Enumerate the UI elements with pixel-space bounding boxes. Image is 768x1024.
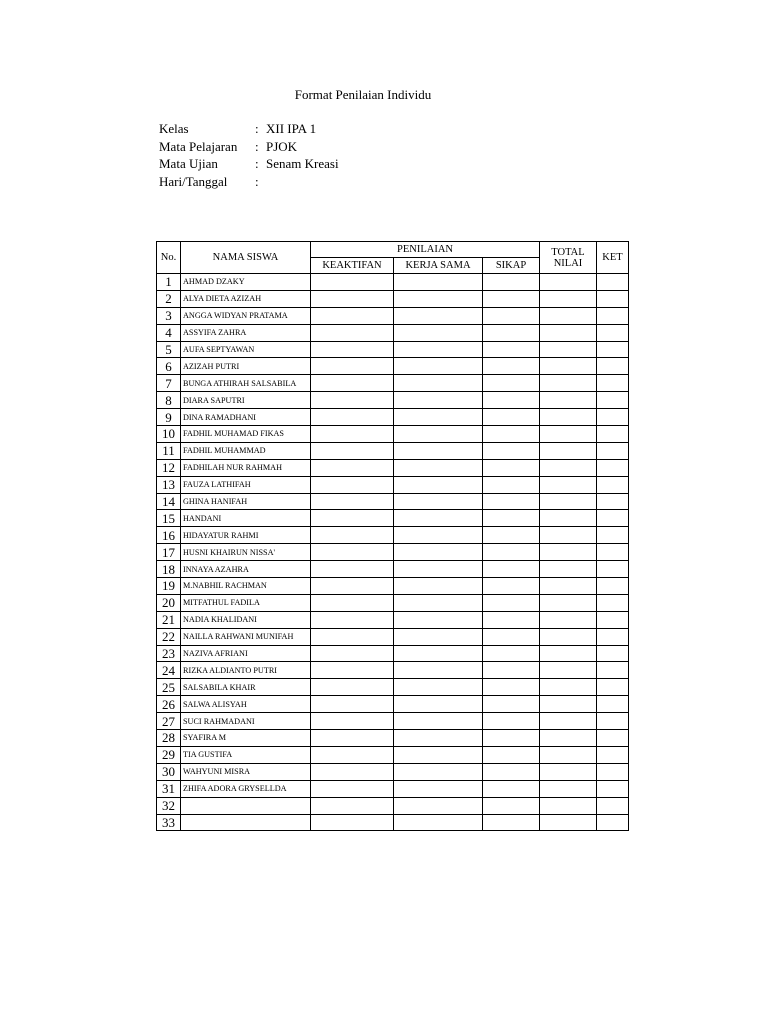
cell-total-nilai bbox=[540, 459, 597, 476]
table-row bbox=[157, 746, 629, 763]
row-number: 23 bbox=[157, 645, 181, 662]
info-row-hari-tanggal bbox=[159, 173, 339, 191]
student-name: NAILLA RAHWANI MUNIFAH bbox=[181, 628, 311, 645]
cell-sikap bbox=[483, 493, 540, 510]
cell-kerja-sama bbox=[394, 763, 483, 780]
cell-kerja-sama bbox=[394, 274, 483, 291]
student-name: NAZIVA AFRIANI bbox=[181, 645, 311, 662]
cell-kerja-sama bbox=[394, 358, 483, 375]
table-row bbox=[157, 561, 629, 578]
info-label: Hari/Tanggal bbox=[159, 173, 228, 189]
cell-keaktifan bbox=[311, 628, 394, 645]
table-row bbox=[157, 797, 629, 814]
cell-ket bbox=[597, 274, 629, 291]
cell-keaktifan bbox=[311, 763, 394, 780]
cell-keaktifan bbox=[311, 442, 394, 459]
cell-total-nilai bbox=[540, 730, 597, 747]
cell-total-nilai bbox=[540, 324, 597, 341]
student-name: FADHIL MUHAMMAD bbox=[181, 442, 311, 459]
row-number: 30 bbox=[157, 763, 181, 780]
cell-total-nilai bbox=[540, 578, 597, 595]
student-name: INNAYA AZAHRA bbox=[181, 561, 311, 578]
cell-keaktifan bbox=[311, 696, 394, 713]
form-title: Format Penilaian Individu bbox=[294, 87, 432, 102]
student-name: WAHYUNI MISRA bbox=[181, 763, 311, 780]
table-row bbox=[157, 274, 629, 291]
cell-total-nilai bbox=[540, 392, 597, 409]
cell-sikap bbox=[483, 780, 540, 797]
table-row bbox=[157, 578, 629, 595]
header-total-line1: TOTAL bbox=[551, 246, 585, 258]
cell-sikap bbox=[483, 662, 540, 679]
student-name: SALSABILA KHAIR bbox=[181, 679, 311, 696]
cell-kerja-sama bbox=[394, 324, 483, 341]
table-row bbox=[157, 611, 629, 628]
cell-ket bbox=[597, 290, 629, 307]
student-name: GHINA HANIFAH bbox=[181, 493, 311, 510]
cell-ket bbox=[597, 611, 629, 628]
header-penilaian: PENILAIAN bbox=[311, 242, 540, 258]
row-number: 3 bbox=[157, 307, 181, 324]
cell-keaktifan bbox=[311, 493, 394, 510]
table-row bbox=[157, 358, 629, 375]
cell-ket bbox=[597, 578, 629, 595]
cell-total-nilai bbox=[540, 713, 597, 730]
cell-ket bbox=[597, 696, 629, 713]
cell-keaktifan bbox=[311, 797, 394, 814]
info-block bbox=[159, 120, 339, 190]
table-row bbox=[157, 442, 629, 459]
row-number: 31 bbox=[157, 780, 181, 797]
cell-total-nilai bbox=[540, 628, 597, 645]
row-number: 32 bbox=[157, 797, 181, 814]
table-row bbox=[157, 730, 629, 747]
row-number: 10 bbox=[157, 426, 181, 443]
cell-total-nilai bbox=[540, 493, 597, 510]
cell-sikap bbox=[483, 527, 540, 544]
cell-kerja-sama bbox=[394, 797, 483, 814]
row-number: 24 bbox=[157, 662, 181, 679]
row-number: 19 bbox=[157, 578, 181, 595]
cell-total-nilai bbox=[540, 780, 597, 797]
cell-kerja-sama bbox=[394, 392, 483, 409]
table-row bbox=[157, 527, 629, 544]
table-row bbox=[157, 696, 629, 713]
cell-ket bbox=[597, 358, 629, 375]
cell-sikap bbox=[483, 544, 540, 561]
row-number: 18 bbox=[157, 561, 181, 578]
table-row bbox=[157, 628, 629, 645]
cell-kerja-sama bbox=[394, 426, 483, 443]
cell-total-nilai bbox=[540, 307, 597, 324]
cell-sikap bbox=[483, 696, 540, 713]
cell-sikap bbox=[483, 730, 540, 747]
cell-total-nilai bbox=[540, 442, 597, 459]
cell-total-nilai bbox=[540, 645, 597, 662]
cell-keaktifan bbox=[311, 662, 394, 679]
cell-total-nilai bbox=[540, 594, 597, 611]
table-row bbox=[157, 679, 629, 696]
cell-total-nilai bbox=[540, 426, 597, 443]
cell-ket bbox=[597, 510, 629, 527]
table-row bbox=[157, 324, 629, 341]
cell-kerja-sama bbox=[394, 628, 483, 645]
cell-kerja-sama bbox=[394, 459, 483, 476]
table-row bbox=[157, 392, 629, 409]
row-number: 21 bbox=[157, 611, 181, 628]
cell-kerja-sama bbox=[394, 290, 483, 307]
cell-total-nilai bbox=[540, 814, 597, 831]
cell-keaktifan bbox=[311, 375, 394, 392]
row-number: 29 bbox=[157, 746, 181, 763]
cell-sikap bbox=[483, 645, 540, 662]
row-number: 14 bbox=[157, 493, 181, 510]
table-row bbox=[157, 290, 629, 307]
cell-sikap bbox=[483, 510, 540, 527]
cell-kerja-sama bbox=[394, 730, 483, 747]
student-name: M.NABHIL RACHMAN bbox=[181, 578, 311, 595]
table-row bbox=[157, 544, 629, 561]
header-kerja-sama: KERJA SAMA bbox=[394, 258, 483, 274]
cell-keaktifan bbox=[311, 814, 394, 831]
row-number: 27 bbox=[157, 713, 181, 730]
cell-total-nilai bbox=[540, 375, 597, 392]
cell-total-nilai bbox=[540, 358, 597, 375]
cell-sikap bbox=[483, 594, 540, 611]
info-label: Mata Ujian bbox=[159, 156, 218, 171]
cell-keaktifan bbox=[311, 730, 394, 747]
student-name bbox=[181, 814, 311, 831]
cell-sikap bbox=[483, 409, 540, 426]
student-name: FADHIL MUHAMAD FIKAS bbox=[181, 426, 311, 443]
cell-sikap bbox=[483, 290, 540, 307]
row-number: 16 bbox=[157, 527, 181, 544]
cell-total-nilai bbox=[540, 527, 597, 544]
cell-kerja-sama bbox=[394, 561, 483, 578]
cell-ket bbox=[597, 730, 629, 747]
cell-total-nilai bbox=[540, 290, 597, 307]
cell-keaktifan bbox=[311, 510, 394, 527]
cell-sikap bbox=[483, 814, 540, 831]
student-name: ZHIFA ADORA GRYSELLDA bbox=[181, 780, 311, 797]
cell-ket bbox=[597, 763, 629, 780]
header-sikap: SIKAP bbox=[483, 258, 540, 274]
row-number: 8 bbox=[157, 392, 181, 409]
table-row bbox=[157, 375, 629, 392]
cell-ket bbox=[597, 442, 629, 459]
cell-kerja-sama bbox=[394, 341, 483, 358]
cell-kerja-sama bbox=[394, 544, 483, 561]
row-number: 25 bbox=[157, 679, 181, 696]
cell-sikap bbox=[483, 763, 540, 780]
cell-ket bbox=[597, 679, 629, 696]
cell-ket bbox=[597, 341, 629, 358]
row-number: 20 bbox=[157, 594, 181, 611]
student-name: TIA GUSTIFA bbox=[181, 746, 311, 763]
cell-keaktifan bbox=[311, 358, 394, 375]
cell-keaktifan bbox=[311, 746, 394, 763]
cell-sikap bbox=[483, 442, 540, 459]
cell-kerja-sama bbox=[394, 493, 483, 510]
header-total-line2: NILAI bbox=[553, 257, 583, 269]
row-number: 17 bbox=[157, 544, 181, 561]
row-number: 15 bbox=[157, 510, 181, 527]
cell-keaktifan bbox=[311, 527, 394, 544]
table-row bbox=[157, 510, 629, 527]
student-name: SYAFIRA M bbox=[181, 730, 311, 747]
cell-sikap bbox=[483, 341, 540, 358]
cell-kerja-sama bbox=[394, 578, 483, 595]
cell-sikap bbox=[483, 459, 540, 476]
student-name: AZIZAH PUTRI bbox=[181, 358, 311, 375]
cell-ket bbox=[597, 662, 629, 679]
student-name: DIARA SAPUTRI bbox=[181, 392, 311, 409]
cell-kerja-sama bbox=[394, 409, 483, 426]
cell-kerja-sama bbox=[394, 307, 483, 324]
cell-keaktifan bbox=[311, 713, 394, 730]
cell-kerja-sama bbox=[394, 611, 483, 628]
cell-ket bbox=[597, 594, 629, 611]
cell-keaktifan bbox=[311, 611, 394, 628]
cell-sikap bbox=[483, 426, 540, 443]
cell-ket bbox=[597, 645, 629, 662]
student-name bbox=[181, 797, 311, 814]
cell-sikap bbox=[483, 358, 540, 375]
cell-keaktifan bbox=[311, 476, 394, 493]
cell-keaktifan bbox=[311, 645, 394, 662]
cell-ket bbox=[597, 797, 629, 814]
cell-sikap bbox=[483, 375, 540, 392]
cell-kerja-sama bbox=[394, 814, 483, 831]
row-number: 12 bbox=[157, 459, 181, 476]
info-row-mata-ujian bbox=[159, 155, 339, 173]
cell-ket bbox=[597, 426, 629, 443]
student-name: HIDAYATUR RAHMI bbox=[181, 527, 311, 544]
cell-sikap bbox=[483, 392, 540, 409]
cell-total-nilai bbox=[540, 679, 597, 696]
cell-keaktifan bbox=[311, 324, 394, 341]
student-name: SALWA ALISYAH bbox=[181, 696, 311, 713]
cell-kerja-sama bbox=[394, 746, 483, 763]
info-colon: : bbox=[255, 138, 259, 154]
cell-sikap bbox=[483, 713, 540, 730]
assessment-table bbox=[156, 241, 629, 831]
cell-keaktifan bbox=[311, 290, 394, 307]
cell-total-nilai bbox=[540, 409, 597, 426]
cell-sikap bbox=[483, 628, 540, 645]
cell-kerja-sama bbox=[394, 527, 483, 544]
cell-ket bbox=[597, 713, 629, 730]
cell-kerja-sama bbox=[394, 442, 483, 459]
cell-ket bbox=[597, 459, 629, 476]
info-label: Kelas bbox=[159, 121, 189, 136]
cell-total-nilai bbox=[540, 746, 597, 763]
cell-ket bbox=[597, 780, 629, 797]
student-name: FAUZA LATHIFAH bbox=[181, 476, 311, 493]
row-number: 9 bbox=[157, 409, 181, 426]
student-name: RIZKA ALDIANTO PUTRI bbox=[181, 662, 311, 679]
cell-total-nilai bbox=[540, 797, 597, 814]
cell-keaktifan bbox=[311, 392, 394, 409]
cell-kerja-sama bbox=[394, 594, 483, 611]
cell-total-nilai bbox=[540, 763, 597, 780]
info-value: Senam Kreasi bbox=[266, 156, 339, 171]
cell-keaktifan bbox=[311, 426, 394, 443]
cell-sikap bbox=[483, 679, 540, 696]
cell-keaktifan bbox=[311, 679, 394, 696]
student-name: BUNGA ATHIRAH SALSABILA bbox=[181, 375, 311, 392]
table-row bbox=[157, 409, 629, 426]
cell-total-nilai bbox=[540, 274, 597, 291]
table-row bbox=[157, 426, 629, 443]
cell-keaktifan bbox=[311, 780, 394, 797]
header-nama-siswa: NAMA SISWA bbox=[181, 242, 311, 274]
cell-keaktifan bbox=[311, 274, 394, 291]
row-number: 26 bbox=[157, 696, 181, 713]
cell-ket bbox=[597, 746, 629, 763]
student-name: MITFATHUL FADILA bbox=[181, 594, 311, 611]
row-number: 13 bbox=[157, 476, 181, 493]
cell-ket bbox=[597, 307, 629, 324]
header-no: No. bbox=[157, 242, 181, 274]
cell-ket bbox=[597, 409, 629, 426]
cell-ket bbox=[597, 527, 629, 544]
table-row bbox=[157, 341, 629, 358]
table-row bbox=[157, 493, 629, 510]
cell-ket bbox=[597, 392, 629, 409]
info-row-kelas bbox=[159, 120, 339, 138]
cell-ket bbox=[597, 493, 629, 510]
cell-keaktifan bbox=[311, 544, 394, 561]
cell-total-nilai bbox=[540, 510, 597, 527]
cell-total-nilai bbox=[540, 662, 597, 679]
cell-sikap bbox=[483, 561, 540, 578]
cell-ket bbox=[597, 544, 629, 561]
student-name: NADIA KHALIDANI bbox=[181, 611, 311, 628]
info-colon: : bbox=[255, 173, 259, 189]
cell-sikap bbox=[483, 307, 540, 324]
table-row bbox=[157, 645, 629, 662]
table-row bbox=[157, 763, 629, 780]
row-number: 6 bbox=[157, 358, 181, 375]
student-name: ANGGA WIDYAN PRATAMA bbox=[181, 307, 311, 324]
cell-ket bbox=[597, 476, 629, 493]
info-value: PJOK bbox=[266, 138, 298, 154]
cell-keaktifan bbox=[311, 341, 394, 358]
table-row bbox=[157, 594, 629, 611]
row-number: 28 bbox=[157, 730, 181, 747]
cell-keaktifan bbox=[311, 307, 394, 324]
student-name: ASSYIFA ZAHRA bbox=[181, 324, 311, 341]
cell-sikap bbox=[483, 797, 540, 814]
cell-sikap bbox=[483, 746, 540, 763]
cell-kerja-sama bbox=[394, 375, 483, 392]
table-row bbox=[157, 476, 629, 493]
cell-sikap bbox=[483, 324, 540, 341]
student-name: AHMAD DZAKY bbox=[181, 274, 311, 291]
cell-sikap bbox=[483, 578, 540, 595]
cell-total-nilai bbox=[540, 544, 597, 561]
student-name: DINA RAMADHANI bbox=[181, 409, 311, 426]
row-number: 33 bbox=[157, 814, 181, 831]
student-name: SUCI RAHMADANI bbox=[181, 713, 311, 730]
cell-keaktifan bbox=[311, 409, 394, 426]
table-body bbox=[157, 274, 629, 831]
cell-sikap bbox=[483, 611, 540, 628]
info-colon: : bbox=[255, 156, 259, 171]
cell-keaktifan bbox=[311, 459, 394, 476]
table-row bbox=[157, 307, 629, 324]
row-number: 11 bbox=[157, 442, 181, 459]
row-number: 7 bbox=[157, 375, 181, 392]
cell-kerja-sama bbox=[394, 476, 483, 493]
cell-total-nilai bbox=[540, 611, 597, 628]
row-number: 1 bbox=[157, 274, 181, 291]
cell-keaktifan bbox=[311, 561, 394, 578]
student-name: HUSNI KHAIRUN NISSA' bbox=[181, 544, 311, 561]
cell-total-nilai bbox=[540, 341, 597, 358]
student-name: ALYA DIETA AZIZAH bbox=[181, 290, 311, 307]
table-row bbox=[157, 713, 629, 730]
cell-kerja-sama bbox=[394, 510, 483, 527]
table-row bbox=[157, 459, 629, 476]
row-number: 5 bbox=[157, 341, 181, 358]
cell-keaktifan bbox=[311, 594, 394, 611]
table-row bbox=[157, 814, 629, 831]
cell-ket bbox=[597, 324, 629, 341]
header-total-nilai bbox=[540, 242, 597, 274]
cell-kerja-sama bbox=[394, 780, 483, 797]
cell-total-nilai bbox=[540, 561, 597, 578]
info-label: Mata Pelajaran bbox=[159, 138, 238, 154]
cell-total-nilai bbox=[540, 476, 597, 493]
info-colon: : bbox=[255, 121, 259, 136]
cell-ket bbox=[597, 628, 629, 645]
cell-kerja-sama bbox=[394, 713, 483, 730]
cell-ket bbox=[597, 375, 629, 392]
cell-sikap bbox=[483, 476, 540, 493]
cell-ket bbox=[597, 814, 629, 831]
cell-ket bbox=[597, 561, 629, 578]
cell-total-nilai bbox=[540, 696, 597, 713]
student-name: AUFA SEPTYAWAN bbox=[181, 341, 311, 358]
cell-keaktifan bbox=[311, 578, 394, 595]
header-keaktifan: KEAKTIFAN bbox=[311, 258, 394, 274]
cell-kerja-sama bbox=[394, 679, 483, 696]
table-row bbox=[157, 662, 629, 679]
cell-kerja-sama bbox=[394, 696, 483, 713]
cell-kerja-sama bbox=[394, 645, 483, 662]
student-name: HANDANI bbox=[181, 510, 311, 527]
info-row-mata-pelajaran bbox=[159, 138, 339, 156]
info-value: XII IPA 1 bbox=[266, 121, 317, 136]
cell-sikap bbox=[483, 274, 540, 291]
table-row bbox=[157, 780, 629, 797]
student-name: FADHILAH NUR RAHMAH bbox=[181, 459, 311, 476]
row-number: 22 bbox=[157, 628, 181, 645]
row-number: 2 bbox=[157, 290, 181, 307]
cell-kerja-sama bbox=[394, 662, 483, 679]
header-ket: KET bbox=[597, 242, 629, 274]
row-number: 4 bbox=[157, 324, 181, 341]
